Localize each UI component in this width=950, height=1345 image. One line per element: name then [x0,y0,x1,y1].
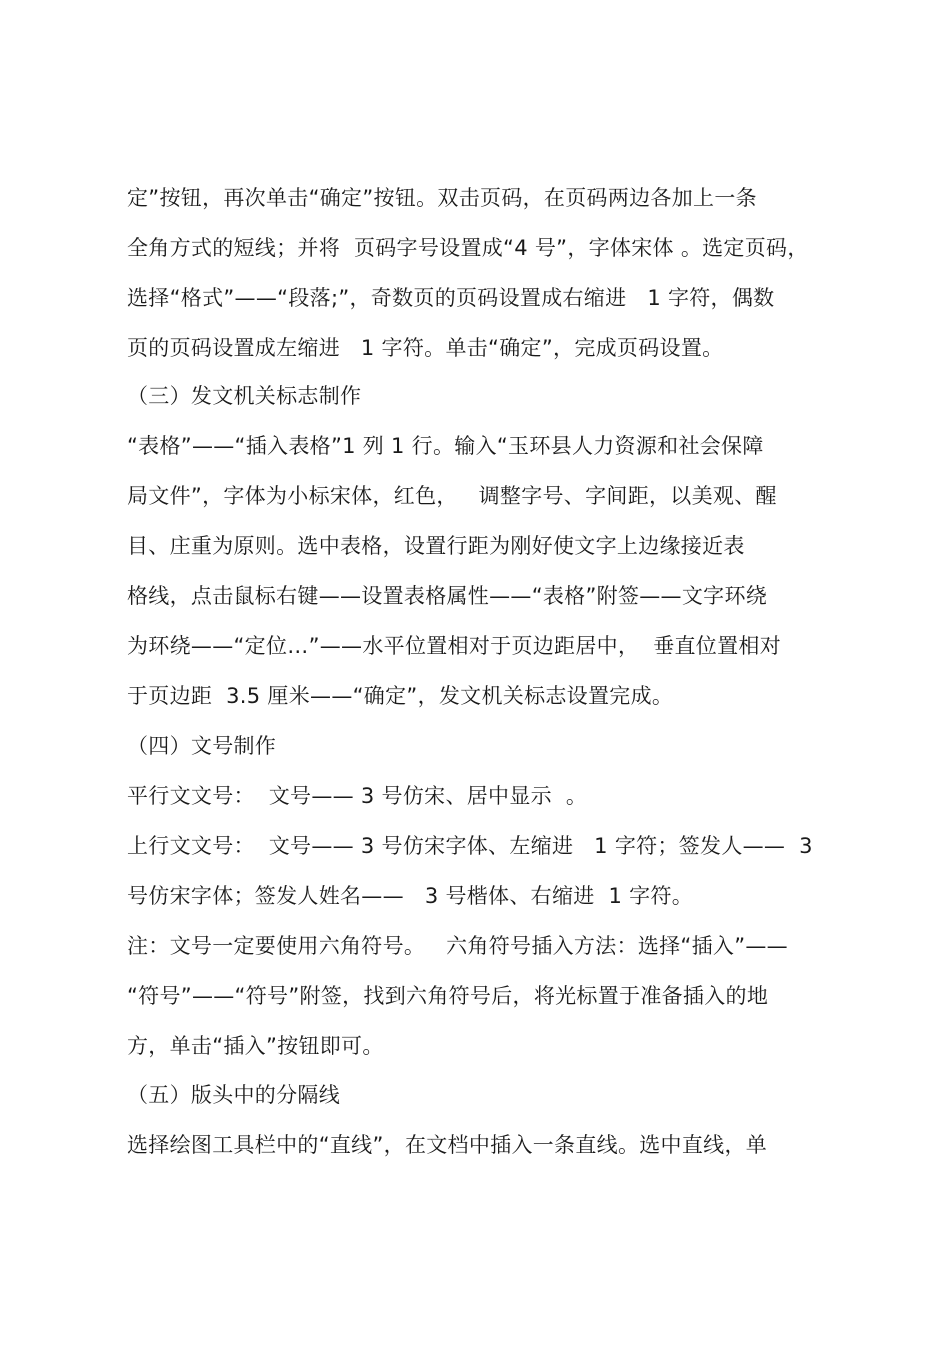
section-heading: （四）文号制作 [127,734,277,758]
text-line: 上行文文号： 文号—— 3 号仿宋字体、左缩进 1 字符；签发人—— 3 [127,834,813,858]
text-line: 定”按钮，再次单击“确定”按钮。双击页码，在页码两边各加上一条 [127,186,757,210]
text-line: 平行文文号： 文号—— 3 号仿宋、居中显示 。 [127,784,588,808]
text-line: 局文件”，字体为小标宋体，红色， 调整字号、字间距，以美观、醒 [127,484,777,508]
text-line: 方，单击“插入”按钮即可。 [127,1034,384,1058]
text-line: 格线，点击鼠标右键——设置表格属性——“表格”附签——文字环绕 [127,584,768,608]
text-line: 于页边距 3.5 厘米——“确定”，发文机关标志设置完成。 [127,684,674,708]
text-line: 选择“格式”——“段落;”，奇数页的页码设置成右缩进 1 字符，偶数 [127,286,775,310]
text-line: 选择绘图工具栏中的“直线”，在文档中插入一条直线。选中直线，单 [127,1133,768,1157]
text-line: 目、庄重为原则。选中表格，设置行距为刚好使文字上边缘接近表 [127,534,745,558]
text-line: 页的页码设置成左缩进 1 字符。单击“确定”，完成页码设置。 [127,336,724,360]
text-line: “符号”——“符号”附签，找到六角符号后，将光标置于准备插入的地 [127,984,769,1008]
section-heading: （三）发文机关标志制作 [127,384,362,408]
text-line: “表格”——“插入表格”1 列 1 行。输入“玉环县人力资源和社会保障 [127,434,764,458]
text-line: 注：文号一定要使用六角符号。 六角符号插入方法：选择“插入”—— [127,934,788,958]
section-heading: （五）版头中的分隔线 [127,1083,340,1107]
text-line: 号仿宋字体；签发人姓名—— 3 号楷体、右缩进 1 字符。 [127,884,694,908]
text-line: 全角方式的短线；并将 页码字号设置成“4 号”，字体宋体 。选定页码， [127,236,809,260]
text-line: 为环绕——“定位…”——水平位置相对于页边距居中， 垂直位置相对 [127,634,782,658]
